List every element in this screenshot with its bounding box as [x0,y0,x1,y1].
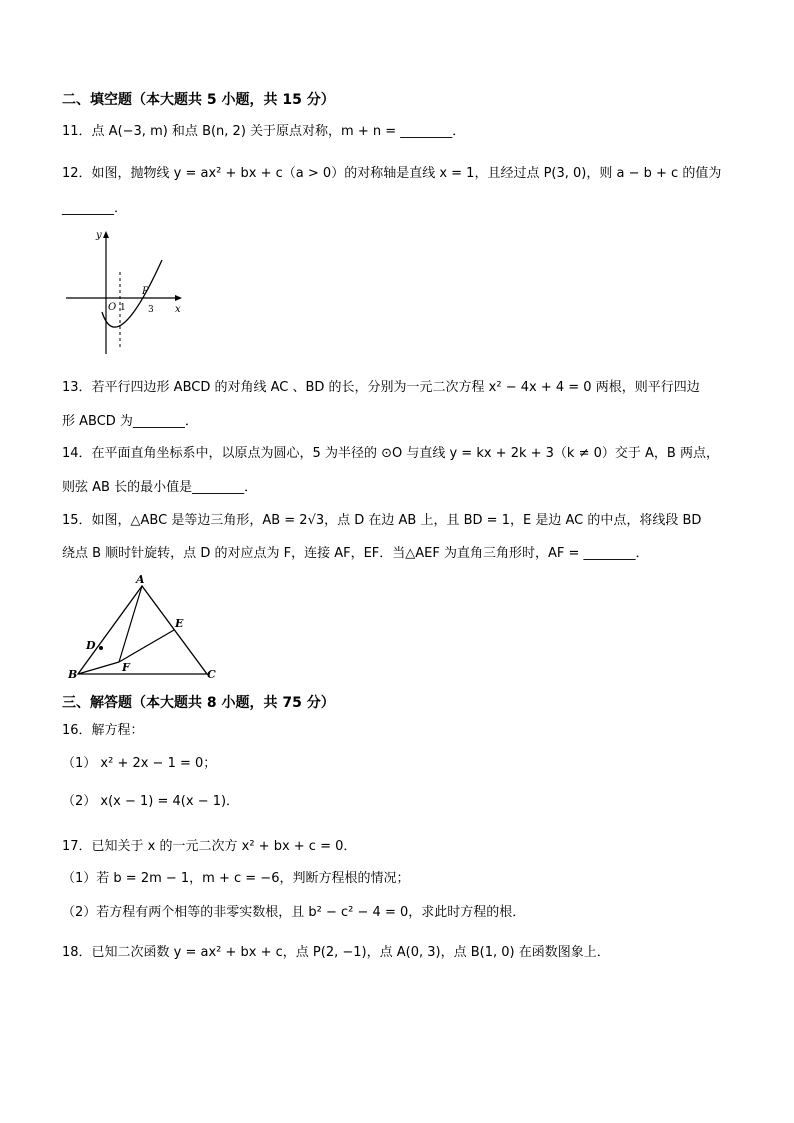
tick-1-label: 1 [120,303,126,313]
question-12-line2: ________． [62,201,128,216]
question-15-line1: 15．如图，△ABC 是等边三角形，AB = 2√3，点 D 在边 AB 上，且 BD = 1，E 是边 AC 的中点，将线段 BD [62,513,702,528]
label-f: F [122,661,130,674]
y-label: y [96,230,102,241]
question-17: 17．已知关于 x 的一元二次方 x² + bx + c = 0． [62,839,357,854]
question-12-line1: 12．如图，抛物线 y = ax² + bx + c（a > 0）的对称轴是直线 x = 1，且经过点 P(3, 0)，则 a − b + c 的值为 [62,166,722,181]
question-13-line1: 13．若平行四边形 ABCD 的对角线 AC 、BD 的长，分别为一元二次方程 x² − 4x + 4 = 0 两根，则平行四边 [62,380,700,395]
question-11: 11．点 A(−3, m) 和点 B(n, 2) 关于原点对称，m + n = ________． [62,124,466,139]
question-15-line2: 绕点 B 顺时针旋转，点 D 的对应点为 F，连接 AF，EF．当△AEF 为直角三角形时，AF = ________． [62,546,649,561]
x-label: x [175,304,181,315]
question-17-part1: （1）若 b = 2m − 1，m + c = −6，判断方程根的情况； [62,871,410,886]
point-p-label: P [142,286,149,297]
section2-heading: 二、填空题（本大题共 5 小题，共 15 分） [62,92,335,108]
label-b: B [68,668,78,681]
question-14-line2: 则弦 AB 长的最小值是________． [62,480,258,495]
parabola-curve [102,260,162,327]
x-axis-arrow [175,295,182,301]
question-18: 18．已知二次函数 y = ax² + bx + c，点 P(2, −1)，点 A(0, 3)，点 B(1, 0) 在函数图象上． [62,945,610,960]
segment-bf [78,662,119,674]
question-13-line2: 形 ABCD 为________． [62,414,198,429]
triangle-figure [62,572,222,684]
label-d: D [86,639,96,652]
triangle-abc [78,586,207,674]
label-a: A [136,573,145,586]
question-16-part2: （2） x(x − 1) = 4(x − 1)． [62,794,240,809]
section3-heading: 三、解答题（本大题共 8 小题，共 75 分） [62,695,335,711]
label-c: C [207,668,216,681]
y-axis-arrow [103,231,109,238]
question-16-part1: （1） x² + 2x − 1 = 0； [62,756,217,771]
question-16: 16．解方程： [62,723,144,738]
tick-3-label: 3 [148,305,154,315]
parabola-figure [62,226,188,358]
point-d [99,646,103,650]
label-e: E [175,617,184,630]
origin-label: O [108,302,117,313]
question-17-part2: （2）若方程有两个相等的非零实数根，且 b² − c² − 4 = 0，求此时方程的根． [62,905,526,920]
question-14-line1: 14．在平面直角坐标系中，以原点为圆心，5 为半径的 ⊙O 与直线 y = kx + 2k + 3（k ≠ 0）交于 A，B 两点， [62,446,719,461]
